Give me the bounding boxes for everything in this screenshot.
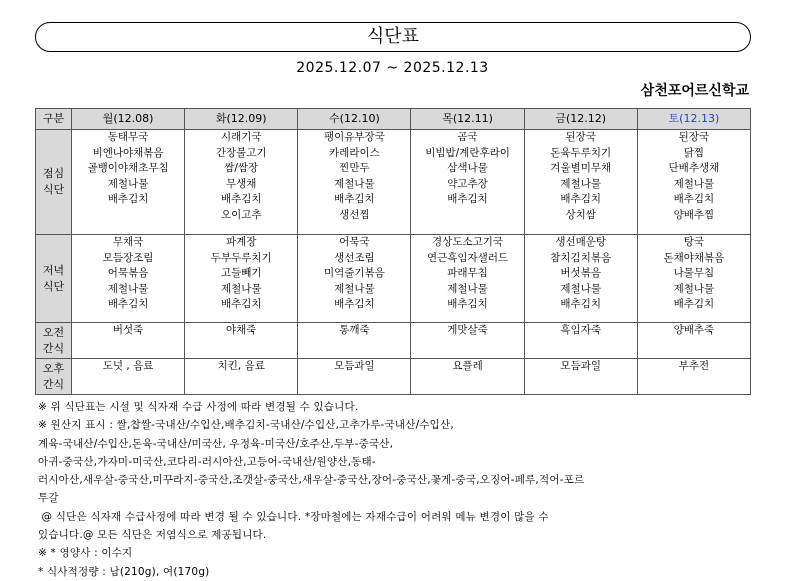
menu-item: 생선매운탕 <box>555 236 607 248</box>
menu-item: 오이고추 <box>220 208 262 221</box>
menu-item: 배추김치 <box>334 298 375 310</box>
menu-item: 돈채야채볶음 <box>663 251 725 264</box>
lunch-cell-mon <box>72 130 185 235</box>
note-line: 계육-국내산/수입산,돈육-국내산/미국산, 우정육-미국산/호주산,두부-중국산, <box>38 437 394 450</box>
menu-item: 제철나물 <box>673 282 715 295</box>
menu-item: 제철나물 <box>220 282 262 295</box>
table-header-row <box>36 109 751 130</box>
corner-header: 구분 <box>36 109 72 130</box>
lunch-cell-fri <box>524 130 637 235</box>
pm-snack-cell-wed: 모듬과일 <box>298 359 411 395</box>
dinner-cell-tue <box>185 235 298 323</box>
menu-item: 탕국 <box>683 236 705 248</box>
pm-snack-row <box>36 359 751 395</box>
menu-item: 배추김치 <box>447 193 488 205</box>
meal-table <box>35 108 751 395</box>
menu-item: 버섯볶음 <box>560 267 601 279</box>
note-line: * 식사적정량 : 남(210g), 여(170g) <box>38 565 210 578</box>
lunch-cell-sat <box>637 130 750 235</box>
menu-item: 나물무침 <box>673 267 715 279</box>
menu-item: 미역줄기볶음 <box>323 267 385 279</box>
menu-item: 경상도소고기국 <box>432 236 504 248</box>
day-header-wed: 수(12.10) <box>298 109 411 130</box>
note-line: 있습니다.@ 모든 식단은 저염식으로 제공됩니다. <box>38 529 267 542</box>
menu-item: 파래무침 <box>447 267 488 279</box>
menu-period: 2025.12.07 ~ 2025.12.13 <box>296 60 489 76</box>
menu-item: 돈육두루치기 <box>550 146 612 159</box>
pm-snack-cell-sat: 부추전 <box>637 359 750 395</box>
dinner-cell-wed <box>298 235 411 323</box>
menu-item: 시래기국 <box>220 131 262 143</box>
menu-item: 제철나물 <box>107 177 149 190</box>
menu-item: 제철나물 <box>334 177 375 190</box>
note-line: ※ * 영양사 : 이수지 <box>38 547 133 560</box>
am-snack-row <box>36 323 751 359</box>
dinner-cell-mon <box>72 235 185 323</box>
dinner-cell-thu <box>411 235 524 323</box>
menu-item: 배추김치 <box>107 298 149 310</box>
lunch-label: 점심 식단 <box>36 130 72 235</box>
menu-item: 단배추생채 <box>668 162 720 174</box>
menu-item: 제철나물 <box>560 282 601 295</box>
menu-item: 비빔밥/계란후라이 <box>425 146 510 159</box>
pm-snack-cell-mon: 도넛 , 음료 <box>72 359 185 395</box>
lunch-row <box>36 130 751 235</box>
menu-item: 쌈/쌈장 <box>224 162 259 174</box>
menu-item: 제철나물 <box>334 282 375 295</box>
menu-item: 배추김치 <box>220 193 262 205</box>
menu-item: 파계장 <box>226 236 257 248</box>
menu-item: 제철나물 <box>560 177 601 190</box>
menu-item: 참치김치볶음 <box>550 251 612 264</box>
lunch-cell-tue <box>185 130 298 235</box>
menu-item: 간장불고기 <box>215 146 267 159</box>
menu-item: 제철나물 <box>673 177 715 190</box>
am-snack-label: 오전 간식 <box>36 323 72 359</box>
page-title: 식단표 <box>366 26 420 47</box>
am-snack-cell-fri: 흑임자죽 <box>524 323 637 359</box>
pm-snack-cell-thu: 요플레 <box>411 359 524 395</box>
menu-item: 카레라이스 <box>329 146 380 159</box>
menu-item: 배추김치 <box>107 193 149 205</box>
day-header-thu: 목(12.11) <box>411 109 524 130</box>
day-header-tue: 화(12.09) <box>185 109 298 130</box>
am-snack-cell-mon: 버섯죽 <box>72 323 185 359</box>
menu-item: 제철나물 <box>447 282 488 295</box>
menu-item: 찐만두 <box>339 162 370 174</box>
menu-item: 상치쌈 <box>565 208 596 221</box>
menu-title-box <box>35 22 751 52</box>
menu-item: 삼색나물 <box>447 162 488 174</box>
menu-item: 동태무국 <box>107 131 149 143</box>
menu-item: 배추김치 <box>334 193 375 205</box>
menu-item: 두부두루치기 <box>210 251 272 264</box>
menu-item: 된장국 <box>678 131 710 143</box>
menu-item: 무생채 <box>226 177 257 190</box>
note-line: ※ 원산지 표시 : 쌀,찹쌀-국내산/수입산,배추김치-국내산/수입산,고추가루-국내산/수입산, <box>38 419 454 432</box>
menu-item: 모듬장조림 <box>102 251 154 264</box>
school-name: 삼천포어르신학교 <box>640 83 749 99</box>
menu-item: 배추김치 <box>447 298 488 310</box>
am-snack-cell-thu: 게맛살죽 <box>411 323 524 359</box>
menu-item: 곰국 <box>457 131 478 143</box>
dinner-label: 저녁 식단 <box>36 235 72 323</box>
menu-item: 생선조림 <box>334 251 375 264</box>
note-line: 아귀-중국산,가자미-미국산,코다리-러시아산,고등어-국내산/원양산,동태- <box>38 455 376 468</box>
menu-item: 배추김치 <box>560 193 601 205</box>
day-header-fri: 금(12.12) <box>524 109 637 130</box>
menu-item: 어묵볶음 <box>107 267 149 279</box>
day-header-sat: 토(12.13) <box>637 109 750 130</box>
menu-item: 배추김치 <box>673 193 715 205</box>
menu-item: 골뱅이야채초무침 <box>87 162 169 174</box>
menu-item: 약고추장 <box>447 177 488 190</box>
note-line: @ 식단은 식자재 수급사정에 따라 변경 될 수 있습니다. *장마철에는 자재수급이 어려워 메뉴 변경이 많을 수 <box>38 510 549 523</box>
am-snack-cell-sat: 양배추죽 <box>637 323 750 359</box>
menu-item: 된장국 <box>565 131 596 143</box>
dinner-cell-sat <box>637 235 750 323</box>
pm-snack-label: 오후 간식 <box>36 359 72 395</box>
menu-item: 팽이유부장국 <box>323 131 385 143</box>
am-snack-cell-tue: 야채죽 <box>185 323 298 359</box>
lunch-cell-thu <box>411 130 524 235</box>
pm-snack-cell-fri: 모듬과일 <box>524 359 637 395</box>
note-line: 러시아산,새우살-중국산,미꾸라지-중국산,조갯살-중국산,새우살-중국산,장어-중국산,꽃게-중국,오징어-페루,적어-포르 <box>38 474 585 487</box>
menu-item: 배추김치 <box>673 298 715 310</box>
menu-item: 연근흑임자샐러드 <box>426 251 509 264</box>
dinner-row <box>36 235 751 323</box>
menu-item: 고들빼기 <box>220 267 262 279</box>
notes-section <box>38 398 768 581</box>
note-line: 투갈 <box>38 492 59 505</box>
menu-item: 겨울별미무채 <box>550 162 612 174</box>
menu-item: 배추김치 <box>560 298 601 310</box>
note-line: ※ 위 식단표는 시설 및 식자재 수급 사정에 따라 변경될 수 있습니다. <box>38 401 359 413</box>
menu-item: 어묵국 <box>339 236 370 248</box>
menu-item: 배추김치 <box>220 298 262 310</box>
am-snack-cell-wed: 통깨죽 <box>298 323 411 359</box>
menu-item: 생선찜 <box>339 208 370 221</box>
pm-snack-cell-tue: 치킨, 음료 <box>185 359 298 395</box>
menu-item: 비엔나야채볶음 <box>92 146 164 159</box>
menu-item: 제철나물 <box>107 282 149 295</box>
menu-item: 무채국 <box>112 236 144 248</box>
dinner-cell-fri <box>524 235 637 323</box>
lunch-cell-wed <box>298 130 411 235</box>
menu-item: 양배추찜 <box>673 208 715 221</box>
day-header-mon: 월(12.08) <box>72 109 185 130</box>
menu-item: 닭찜 <box>683 146 705 159</box>
